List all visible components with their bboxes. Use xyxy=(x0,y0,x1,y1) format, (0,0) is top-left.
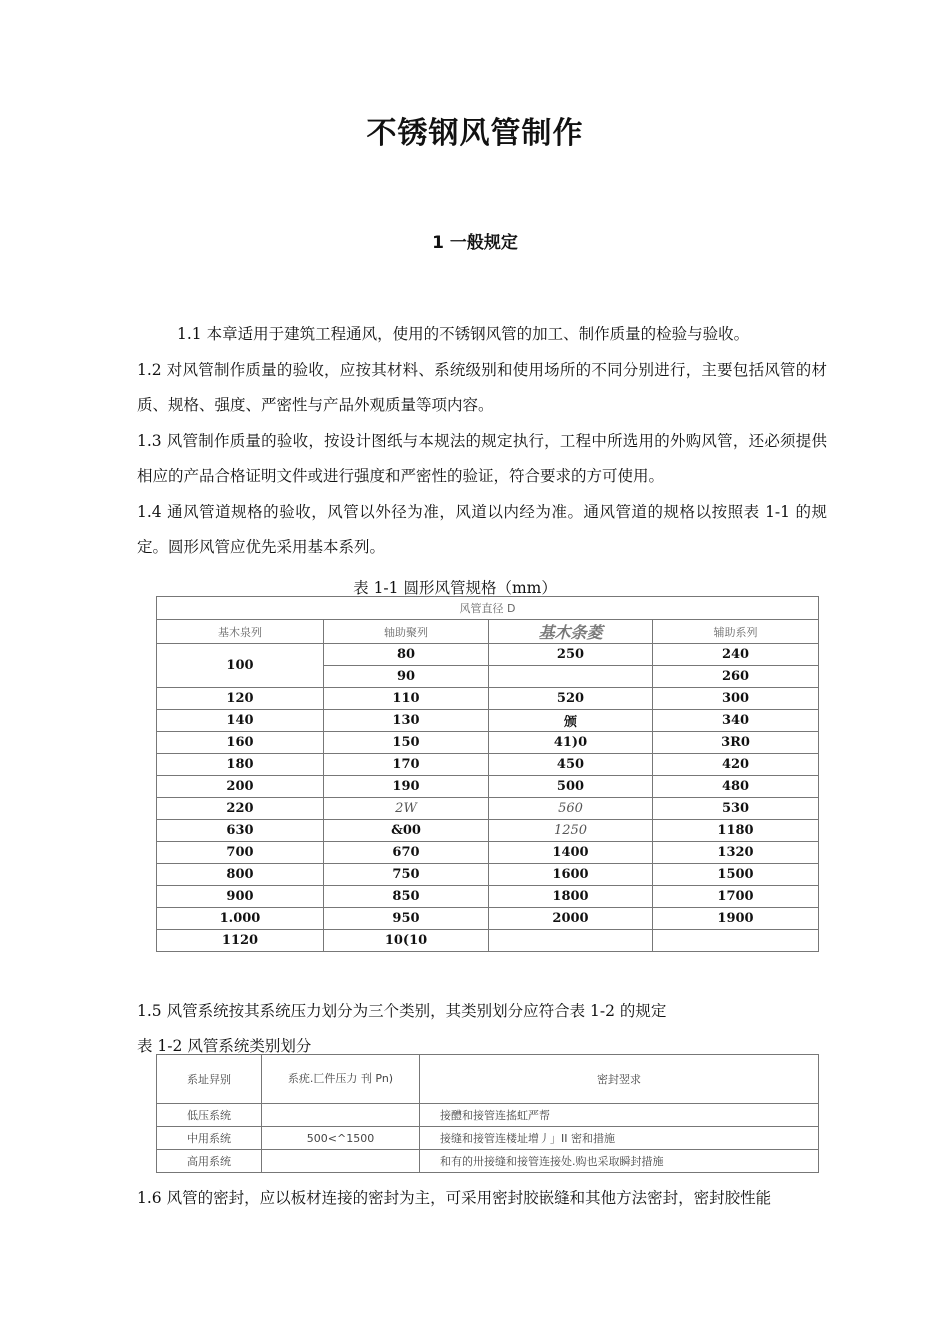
table-cell xyxy=(489,666,653,688)
table-cell: 850 xyxy=(324,886,489,908)
body-text xyxy=(137,317,827,566)
table-cell: 1700 xyxy=(653,886,819,908)
paragraph-1-6: 1.6 风管的密封，应以板材连接的密封为主，可采用密封胶嵌缝和其他方法密封，密封胶性能 xyxy=(137,1189,772,1207)
table-cell: 1400 xyxy=(489,842,653,864)
table-cell: 2W xyxy=(324,798,489,820)
table-cell: 800 xyxy=(157,864,324,886)
table-cell: 低压系统 xyxy=(157,1104,262,1127)
table-cell: 520 xyxy=(489,688,653,710)
table-cell: 130 xyxy=(324,710,489,732)
table-cell: 180 xyxy=(157,754,324,776)
table-duct-sizes xyxy=(156,596,819,952)
table2-col-header: 密封翌求 xyxy=(420,1055,819,1104)
table-cell: 250 xyxy=(489,644,653,666)
table-cell: 100 xyxy=(157,644,324,688)
table-cell: 160 xyxy=(157,732,324,754)
table-cell: 1600 xyxy=(489,864,653,886)
table-cell: 1800 xyxy=(489,886,653,908)
table-cell: 630 xyxy=(157,820,324,842)
table-cell: 1250 xyxy=(489,820,653,842)
table1-col-header: 轴助聚列 xyxy=(324,620,489,644)
table-cell: 300 xyxy=(653,688,819,710)
table-cell: 670 xyxy=(324,842,489,864)
paragraph-1-1: 1.1 本章适用于建筑工程通风，使用的不锈钢风管的加工、制作质量的检验与验收。 xyxy=(177,325,750,343)
table-cell: 1.000 xyxy=(157,908,324,930)
table-cell: 110 xyxy=(324,688,489,710)
table1-col-header: 基木条菱 xyxy=(489,620,653,644)
section-heading: 1 一般规定 xyxy=(432,233,518,253)
table-cell: 950 xyxy=(324,908,489,930)
table-cell: 10(10 xyxy=(324,930,489,952)
table-cell: 1320 xyxy=(653,842,819,864)
table-cell xyxy=(653,930,819,952)
table-cell: 450 xyxy=(489,754,653,776)
table-cell: 220 xyxy=(157,798,324,820)
table-system-classes xyxy=(156,1054,819,1173)
table1-header-main: 风管直径 D xyxy=(157,597,819,620)
table-cell: 560 xyxy=(489,798,653,820)
table-cell: 480 xyxy=(653,776,819,798)
table-cell: 接醴和接管连搖虹严帮 xyxy=(420,1104,819,1127)
table-cell: 240 xyxy=(653,644,819,666)
table2-caption: 表 1-2 风管系统类别划分 xyxy=(137,1037,312,1055)
table-cell: 500<^1500 xyxy=(262,1127,420,1150)
table-cell: 41)0 xyxy=(489,732,653,754)
table-cell: 120 xyxy=(157,688,324,710)
table-cell: 420 xyxy=(653,754,819,776)
table-cell: 中用系统 xyxy=(157,1127,262,1150)
table-cell: 900 xyxy=(157,886,324,908)
table-cell: 260 xyxy=(653,666,819,688)
table-cell: 700 xyxy=(157,842,324,864)
table-cell xyxy=(489,930,653,952)
table-cell xyxy=(262,1104,420,1127)
table-cell: 1180 xyxy=(653,820,819,842)
table-cell: 170 xyxy=(324,754,489,776)
table-cell: 340 xyxy=(653,710,819,732)
paragraph-1-3: 1.3 风管制作质量的验收，按设计图纸与本规法的规定执行，工程中所选用的外购风管，还必须提供相应的产品合格证明文件或进行强度和严密性的验证，符合要求的方可使用。 xyxy=(137,431,827,485)
table-cell: 和有的卅接缝和接管连接处.购也采取瞬封措施 xyxy=(420,1150,819,1173)
table-cell: 150 xyxy=(324,732,489,754)
table-cell: 高用系统 xyxy=(157,1150,262,1173)
table-cell: 1500 xyxy=(653,864,819,886)
table-cell: 140 xyxy=(157,710,324,732)
table-cell: 3R0 xyxy=(653,732,819,754)
table-cell: 80 xyxy=(324,644,489,666)
table2-col-header: 系疣.匚件压力 刊 Pn) xyxy=(262,1055,420,1104)
table-cell: 1900 xyxy=(653,908,819,930)
paragraph-1-4: 1.4 通风管道规格的验收，风管以外径为准，风道以内经为准。通风管道的规格以按照表 1-1 的规定。圆形风管应优先采用基本系列。 xyxy=(137,502,827,556)
table-cell: 750 xyxy=(324,864,489,886)
table1-caption: 表 1-1 圆形风管规格（mm） xyxy=(353,579,557,597)
table-cell: 90 xyxy=(324,666,489,688)
table-cell: 500 xyxy=(489,776,653,798)
table-cell: 530 xyxy=(653,798,819,820)
page-title: 不锈钢风管制作 xyxy=(366,116,584,151)
paragraph-1-5: 1.5 风管系统按其系统压力划分为三个类别，其类别划分应符合表 1-2 的规定 xyxy=(137,1002,667,1020)
table-cell: 200 xyxy=(157,776,324,798)
table-cell xyxy=(262,1150,420,1173)
table-cell: 2000 xyxy=(489,908,653,930)
table-cell: 接缝和接管连楼址增丿」II 密和措施 xyxy=(420,1127,819,1150)
table1-col-header: 基木泉列 xyxy=(157,620,324,644)
paragraph-1-2: 1.2 对风管制作质量的验收，应按其材料、系统级别和使用场所的不同分别进行，主要包括风管的材质、规格、强度、严密性与产品外观质量等项内容。 xyxy=(137,360,827,414)
table1-col-header: 辅助系列 xyxy=(653,620,819,644)
table-cell: 颁 xyxy=(489,710,653,732)
table-cell: 190 xyxy=(324,776,489,798)
table2-col-header: 系址舁别 xyxy=(157,1055,262,1104)
table-cell: 1120 xyxy=(157,930,324,952)
table-cell: &00 xyxy=(324,820,489,842)
